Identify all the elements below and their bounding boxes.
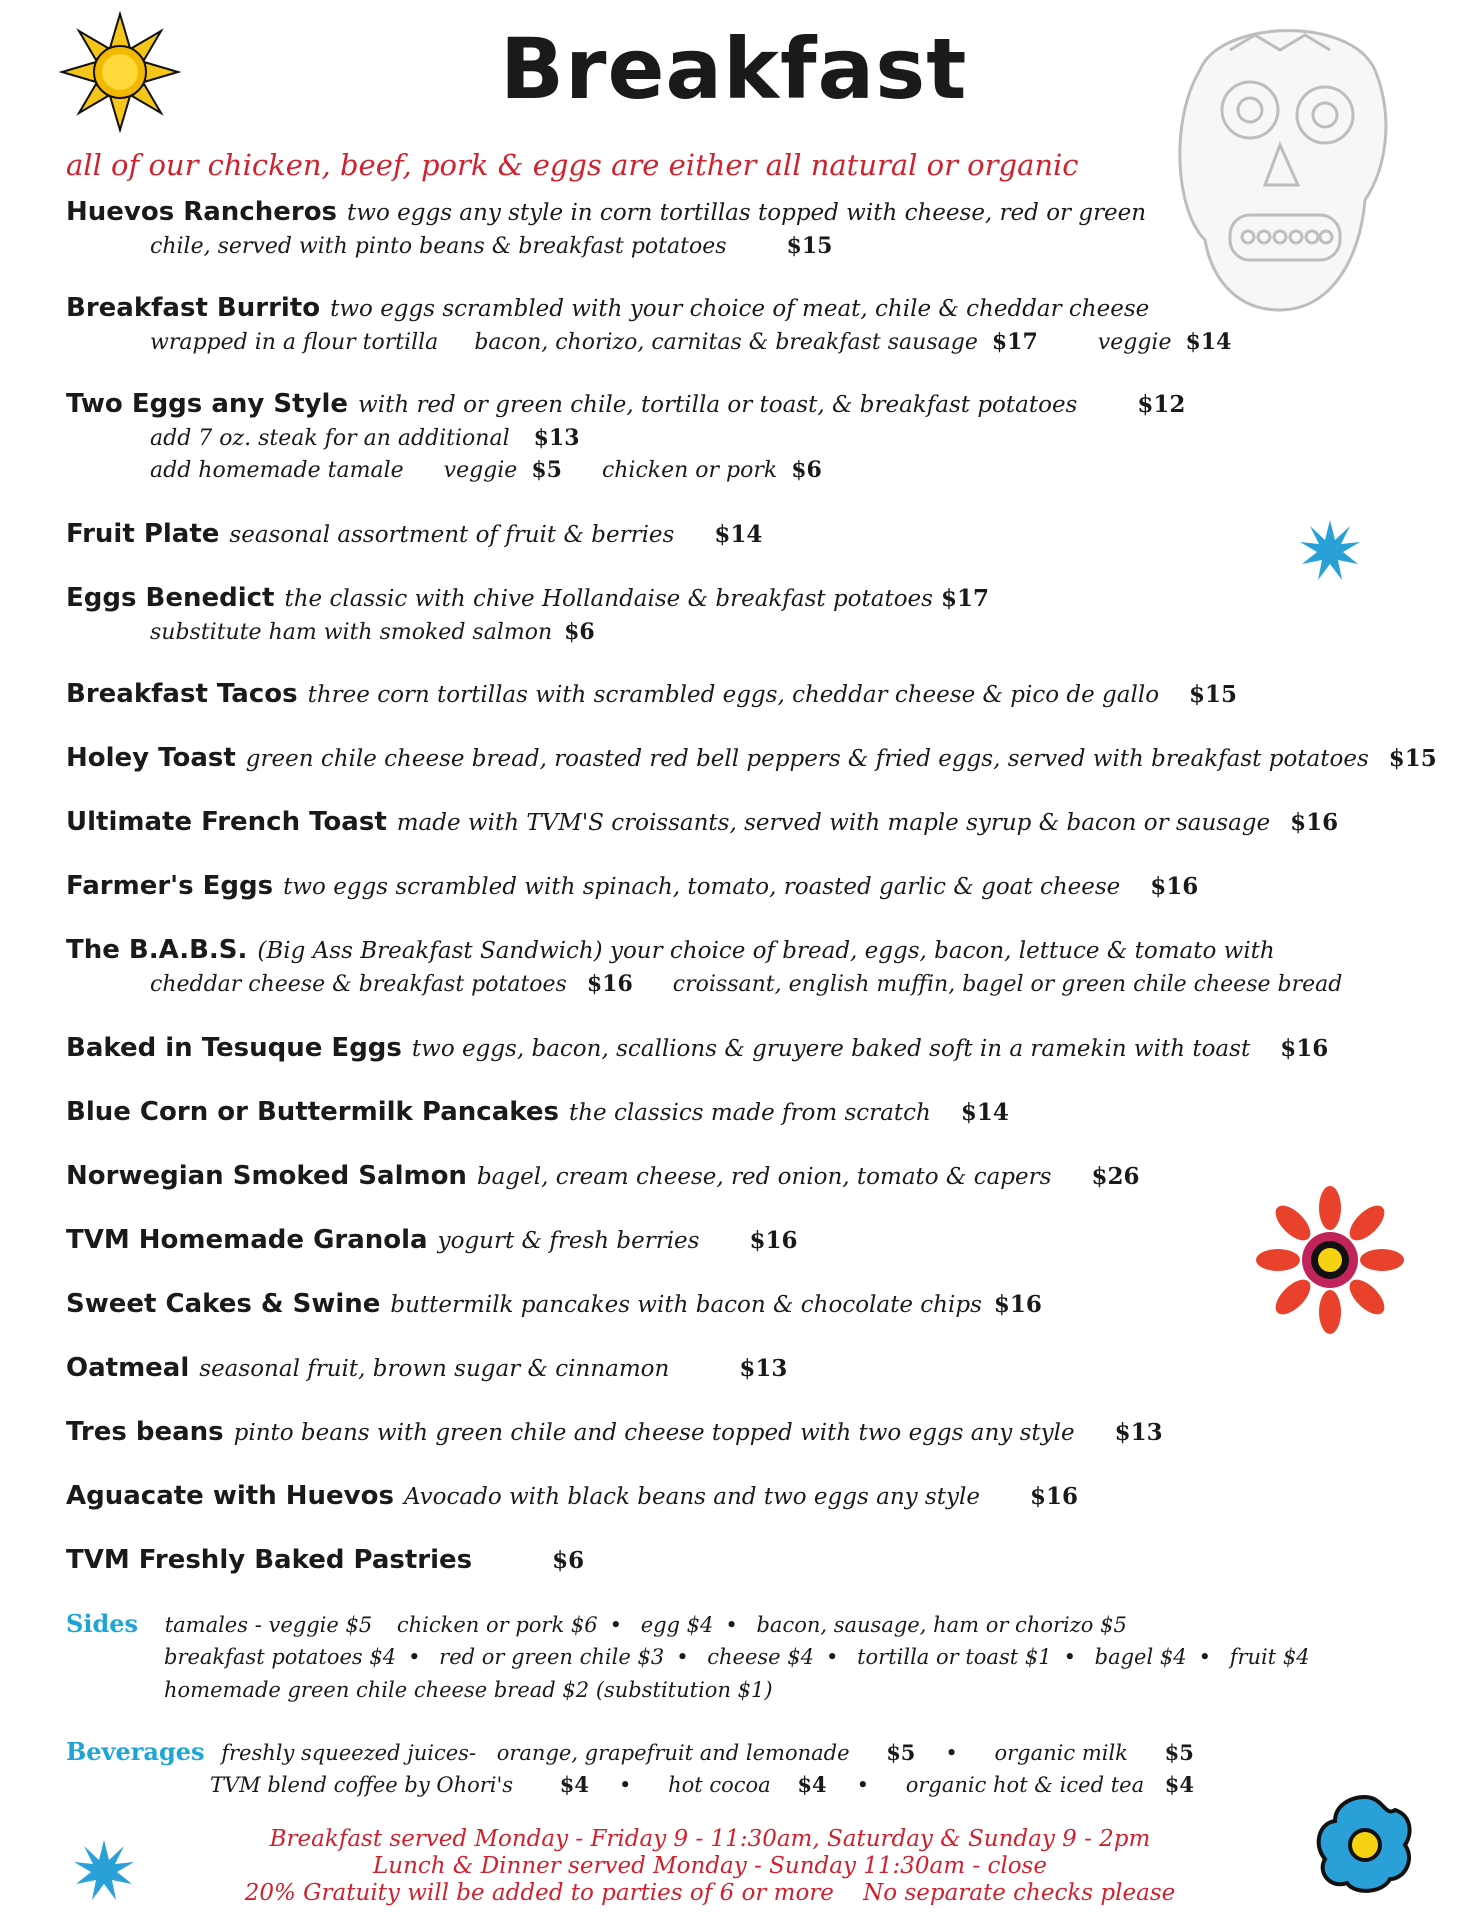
beverage-price: $4 (797, 1772, 827, 1797)
menu-item (66, 1160, 1139, 1193)
detail-text: add homemade tamale (150, 458, 404, 483)
menu-item (66, 388, 1185, 421)
footer-line: Breakfast served Monday - Friday 9 - 11:30am, Saturday & Sunday 9 - 2pm (269, 1826, 1151, 1852)
item-price: $14 (960, 1099, 1009, 1126)
menu-item (66, 582, 989, 615)
detail-text: croissant, english muffin, bagel or green chile cheese bread (672, 972, 1343, 997)
sides-section: Sides tamales - veggie $5 chicken or pork $6 • egg $4 • bacon, sausage, ham or chorizo $5 (66, 1609, 1127, 1638)
footer-line: Lunch & Dinner served Monday - Sunday 11:30am - close (373, 1853, 1047, 1879)
detail-text: chile, served with pinto beans & breakfast potatoes (150, 234, 727, 259)
side-item: red or green chile $3 (439, 1645, 665, 1669)
side-item: homemade green chile cheese bread $2 (substitution $1) (164, 1678, 773, 1702)
side-item: cheese $4 (707, 1645, 815, 1669)
item-name: Farmer's Eggs (66, 871, 274, 901)
item-name: TVM Freshly Baked Pastries (66, 1545, 473, 1575)
menu-item (66, 292, 1149, 325)
item-name: Breakfast Tacos (66, 679, 298, 709)
tagline: all of our chicken, beef, pork & eggs are either all natural or organic (66, 148, 1079, 182)
menu-item (66, 518, 762, 551)
item-price: $16 (749, 1227, 798, 1254)
item-price: $26 (1091, 1163, 1140, 1190)
beverages-line: TVM blend coffee by Ohori's $4 • hot cocoa $4 • organic hot & iced tea $4 (210, 1772, 1195, 1797)
item-price: $12 (1137, 391, 1186, 418)
item-price: $16 (1280, 1035, 1329, 1062)
detail-text: bacon, chorizo, carnitas & breakfast sausage (474, 330, 978, 355)
item-detail (150, 230, 832, 263)
item-desc: made with TVM'S croissants, served with maple syrup & bacon or sausage (396, 810, 1271, 836)
item-name: Breakfast Burrito (66, 293, 321, 323)
item-price: $14 (1185, 329, 1232, 355)
item-name: Norwegian Smoked Salmon (66, 1161, 467, 1191)
item-desc: seasonal assortment of fruit & berries (229, 522, 675, 548)
detail-text: cheddar cheese & breakfast potatoes (150, 972, 567, 997)
beverage-price: $5 (1164, 1740, 1194, 1765)
menu-item (66, 1032, 1328, 1065)
item-detail (150, 422, 580, 455)
side-item: chicken or pork $6 (396, 1613, 598, 1637)
item-detail (150, 968, 1342, 1001)
item-price: $16 (1029, 1483, 1078, 1510)
item-name: Baked in Tesuque Eggs (66, 1033, 402, 1063)
item-name: The B.A.B.S. (66, 935, 248, 965)
footer-line: 20% Gratuity will be added to parties of 6 or more No separate checks please (244, 1880, 1176, 1906)
item-price: $13 (1114, 1419, 1163, 1446)
item-price: $15 (786, 233, 833, 259)
detail-text: veggie (1097, 330, 1172, 355)
menu-item (66, 742, 1437, 775)
beverage-price: $4 (1164, 1772, 1195, 1797)
item-desc: the classics made from scratch (568, 1100, 931, 1126)
item-desc: with red or green chile, tortilla or toast, & breakfast potatoes (358, 392, 1078, 418)
item-price: $16 (1150, 873, 1199, 900)
item-name: Fruit Plate (66, 519, 220, 549)
beverage-item: organic milk (994, 1741, 1128, 1765)
sides-label: Sides (66, 1609, 139, 1638)
item-price: $15 (1189, 681, 1238, 708)
item-name: Tres beans (66, 1417, 224, 1447)
red-flower-icon (1250, 1180, 1410, 1340)
sides-line (164, 1674, 773, 1706)
menu-item (66, 1096, 1009, 1129)
beverages-section: Beverages freshly squeezed juices- orange, grapefruit and lemonade $5 • organic milk $5 (66, 1737, 1194, 1766)
item-name: Ultimate French Toast (66, 807, 387, 837)
side-item: bacon, sausage, ham or chorizo $5 (756, 1613, 1127, 1637)
beverage-item: hot cocoa (668, 1773, 771, 1797)
side-item: fruit $4 (1229, 1645, 1310, 1669)
item-price: $16 (1290, 809, 1339, 836)
item-desc: green chile cheese bread, roasted red bell peppers & fried eggs, served with breakfast potatoes (245, 746, 1369, 772)
beverage-item: freshly squeezed juices- (221, 1741, 477, 1765)
item-desc: two eggs scrambled with your choice of meat, chile & cheddar cheese (330, 296, 1150, 322)
menu-item (66, 1224, 797, 1257)
beverage-price: $4 (559, 1772, 589, 1797)
detail-text: veggie (443, 458, 518, 483)
beverage-item: organic hot & iced tea (905, 1773, 1145, 1797)
detail-text: add 7 oz. steak for an additional (150, 426, 510, 451)
menu-item (66, 806, 1338, 839)
menu-item (66, 1480, 1078, 1513)
item-desc: two eggs any style in corn tortillas topped with cheese, red or green (347, 200, 1147, 226)
item-name: Holey Toast (66, 743, 236, 773)
item-desc: three corn tortillas with scrambled eggs, cheddar cheese & pico de gallo (307, 682, 1160, 708)
item-price: $17 (940, 585, 989, 612)
item-price: $17 (991, 329, 1038, 355)
menu-item (66, 870, 1198, 903)
item-price: $13 (739, 1355, 788, 1382)
side-item: breakfast potatoes $4 (164, 1645, 397, 1669)
blue-starburst-icon (72, 1838, 136, 1902)
detail-text: substitute ham with smoked salmon (150, 620, 553, 645)
item-price: $15 (1388, 745, 1437, 772)
blue-flower-icon (1310, 1790, 1420, 1900)
item-desc: buttermilk pancakes with bacon & chocolate chips (390, 1292, 982, 1318)
sides-line: breakfast potatoes $4 • red or green chile $3 • cheese $4 • tortilla or toast $1 • bagel $4 • fruit $4 (164, 1645, 1310, 1669)
beverage-price: $5 (886, 1740, 916, 1765)
item-name: Oatmeal (66, 1353, 190, 1383)
item-desc: the classic with chive Hollandaise & breakfast potatoes (284, 586, 933, 612)
item-name: Eggs Benedict (66, 583, 275, 613)
side-item: egg $4 (640, 1613, 714, 1637)
side-item: bagel $4 (1094, 1645, 1187, 1669)
beverage-item: TVM blend coffee by Ohori's (210, 1773, 514, 1797)
detail-text: wrapped in a flour tortilla (150, 330, 439, 355)
item-name: Huevos Rancheros (66, 197, 338, 227)
side-item: tortilla or toast $1 (857, 1645, 1052, 1669)
menu-item (66, 1416, 1163, 1449)
item-desc: pinto beans with green chile and cheese topped with two eggs any style (233, 1420, 1075, 1446)
item-desc: yogurt & fresh berries (437, 1228, 700, 1254)
item-price: $6 (564, 619, 595, 645)
item-name: Sweet Cakes & Swine (66, 1289, 381, 1319)
hours-footer (200, 1826, 1220, 1907)
menu-item (66, 1544, 584, 1577)
sunflower-icon (55, 10, 185, 135)
item-name: Two Eggs any Style (66, 389, 349, 419)
page-title: Breakfast (500, 20, 968, 118)
item-price: $14 (714, 521, 763, 548)
item-price: $6 (552, 1547, 585, 1574)
item-name: Blue Corn or Buttermilk Pancakes (66, 1097, 559, 1127)
beverages-label: Beverages (66, 1737, 205, 1766)
blue-starburst-icon (1298, 518, 1362, 582)
item-price: $13 (533, 425, 580, 451)
item-desc: (Big Ass Breakfast Sandwich) your choice of bread, eggs, bacon, lettuce & tomato with (257, 938, 1275, 964)
menu-item (66, 1288, 1042, 1321)
sugar-skull-icon (1160, 10, 1400, 320)
item-name: TVM Homemade Granola (66, 1225, 428, 1255)
item-desc: two eggs scrambled with spinach, tomato, roasted garlic & goat cheese (283, 874, 1121, 900)
item-detail (150, 616, 595, 649)
detail-text: chicken or pork (601, 458, 778, 483)
item-price: $16 (586, 971, 633, 997)
menu-item (66, 678, 1237, 711)
item-price: $5 (531, 457, 562, 483)
item-price: $16 (993, 1291, 1042, 1318)
item-detail (150, 454, 822, 487)
item-detail (150, 326, 1231, 359)
menu-item (66, 196, 1146, 229)
item-desc: two eggs, bacon, scallions & gruyere baked soft in a ramekin with toast (411, 1036, 1251, 1062)
item-desc: Avocado with black beans and two eggs any style (403, 1484, 980, 1510)
menu-item (66, 1352, 787, 1385)
side-item: tamales - veggie $5 (164, 1613, 373, 1637)
item-price: $6 (791, 457, 822, 483)
item-desc: seasonal fruit, brown sugar & cinnamon (199, 1356, 670, 1382)
beverage-item: orange, grapefruit and lemonade (496, 1741, 850, 1765)
item-desc: bagel, cream cheese, red onion, tomato & capers (476, 1164, 1052, 1190)
menu-item (66, 934, 1275, 967)
item-name: Aguacate with Huevos (66, 1481, 394, 1511)
